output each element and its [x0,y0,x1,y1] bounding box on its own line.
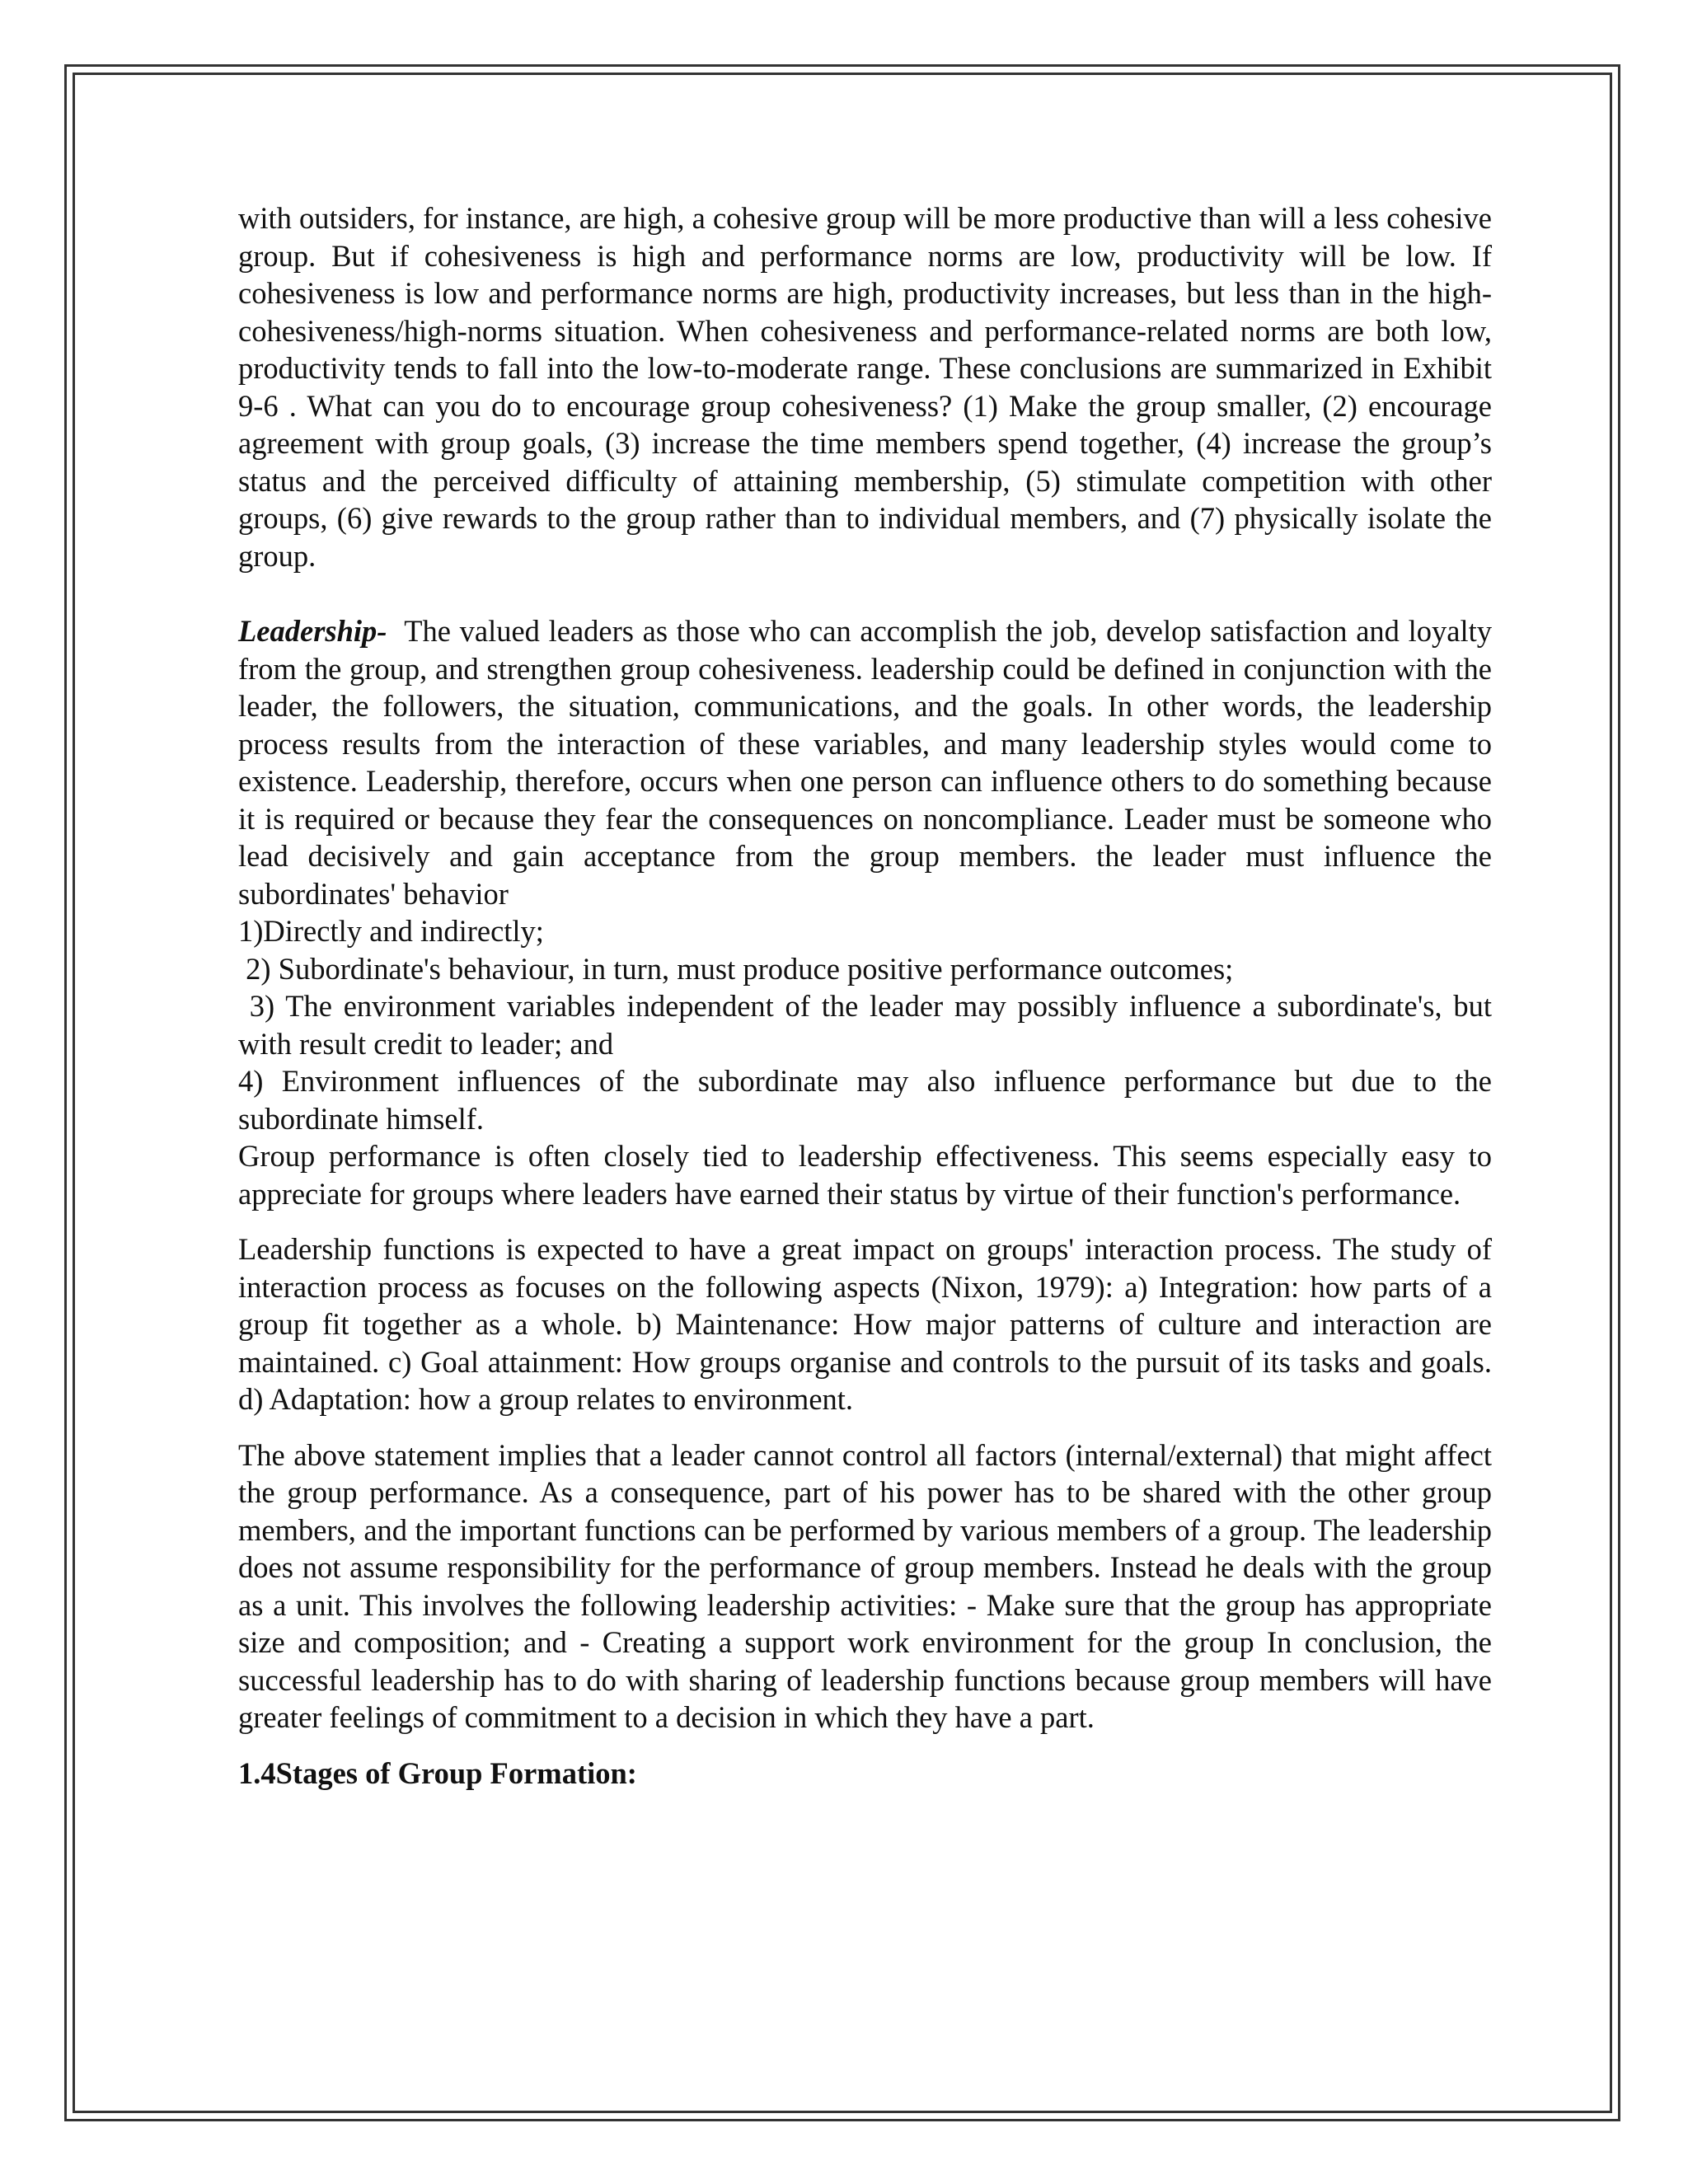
paragraph-sharing-leadership: The above statement implies that a leader cannot control all factors (internal/external) that might affect the group performance. As a consequence, part of his power has to be shared with the other group members, and the important functions can be performed by various members of a group. The leadership does not assume responsibility for the performance of group members. Instead he deals with the group as a unit. This involves the following leadership activities: - Make sure that the group has appropriate size and composition; and - Creating a support work environment for the group In conclusion, the successful leadership has to do with sharing of leadership functions because group members will have greater feelings of commitment to a decision in which they have a part. [238,1437,1492,1734]
paragraph-group-performance: Group performance is often closely tied to leadership effectiveness. This seems especially easy to appreciate for groups where leaders have earned their status by virtue of their function's performance. [238,1139,1492,1211]
list-item-2: 2) Subordinate's behaviour, in turn, must produce positive performance outcomes; [238,951,1234,986]
paragraph-leadership [238,612,1492,912]
list-item-1: 1)Directly and indirectly; [238,914,544,948]
section-heading: 1.4Stages of Group Formation: [238,1755,637,1790]
list-item-3: 3) The environment variables independent of the leader may possibly influence a subordinate's, but with result credit to leader; and [238,989,1500,1061]
paragraph-cohesiveness: with outsiders, for instance, are high, a cohesive group will be more productive than will a less cohesive group. But if cohesiveness is high and performance norms are low, productivity will be low. If cohesiveness is low and performance norms are high, productivity increases, but less than in the high-cohesiveness/high-norms situation. When cohesiveness and performance-related norms are both low, productivity tends to fall into the low-to-moderate range. These conclusions are summarized in Exhibit 9-6 . What can you do to encourage group cohesiveness? (1) Make the group smaller, (2) encourage agreement with group goals, (3) increase the time members spend together, (4) increase the group’s status and the perceived difficulty of attaining membership, (5) stimulate competition with other groups, (6) give rewards to the group rather than to individual members, and (7) physically isolate the group. [238,201,1492,573]
document-body [238,199,1500,1792]
list-item-4: 4) Environment influences of the subordinate may also influence performance but due to the subordinate himself. [238,1064,1492,1136]
leadership-intro: The valued leaders as those who can accomplish the job, develop satisfaction and loyalty from the group, and strengthen group cohesiveness. leadership could be defined in conjunction with the leader, the followers, the situation, communications, and the goals. In other words, the leadership process results from the interaction of these variables, and many leadership styles would come to existence. Leadership, therefore, occurs when one person can influence others to do something because it is required or because they fear the consequences on noncompliance. Leader must be someone who lead decisively and gain acceptance from the group members. the leader must influence the subordinates' behavior [238,614,1492,911]
leadership-term: Leadership- [238,614,387,648]
paragraph-leadership-functions: Leadership functions is expected to have a great impact on groups' interaction process. The study of interaction process as focuses on the following aspects (Nixon, 1979): a) Integration: how parts of a group fit together as a whole. b) Maintenance: How major patterns of culture and interaction are maintained. c) Goal attainment: How groups organise and controls to the pursuit of its tasks and goals. d) Adaptation: how a group relates to environment. [238,1232,1492,1416]
